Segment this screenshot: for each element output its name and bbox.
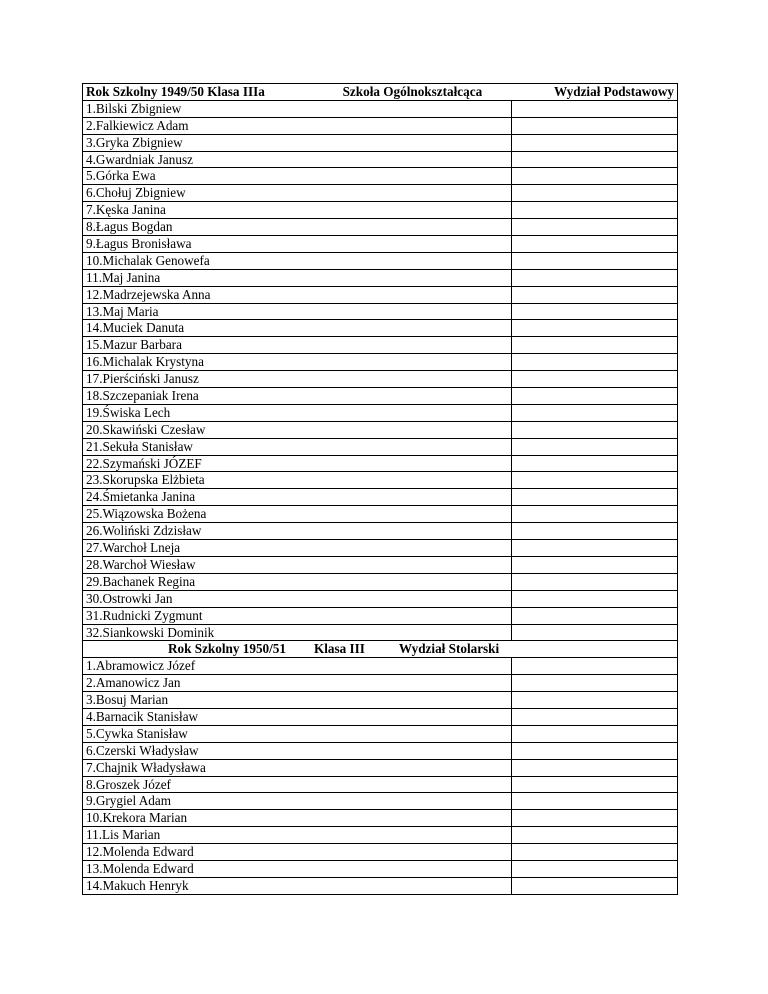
student-mark-cell <box>512 692 678 709</box>
student-row <box>83 658 678 675</box>
student-mark-cell <box>512 523 678 540</box>
student-mark-cell <box>512 844 678 861</box>
student-name: 6.Chołuj Zbigniew <box>83 185 512 202</box>
student-name: 4.Gwardniak Janusz <box>83 151 512 168</box>
student-name: 7.Chajnik Władysława <box>83 759 512 776</box>
student-mark-cell <box>512 810 678 827</box>
student-row <box>83 388 678 405</box>
student-name: 2.Amanowicz Jan <box>83 675 512 692</box>
student-name: 4.Barnacik Stanisław <box>83 708 512 725</box>
student-name: 1.Abramowicz Józef <box>83 658 512 675</box>
student-mark-cell <box>512 658 678 675</box>
student-name: 13.Maj Maria <box>83 303 512 320</box>
student-mark-cell <box>512 388 678 405</box>
student-mark-cell <box>512 725 678 742</box>
student-name: 10.Michalak Genowefa <box>83 252 512 269</box>
student-row <box>83 810 678 827</box>
student-row <box>83 455 678 472</box>
roster-body <box>83 84 678 895</box>
student-row <box>83 134 678 151</box>
student-name: 31.Rudnicki Zygmunt <box>83 607 512 624</box>
student-row <box>83 117 678 134</box>
student-name: 6.Czerski Władysław <box>83 742 512 759</box>
section1-header-row <box>83 84 678 101</box>
student-row <box>83 776 678 793</box>
student-mark-cell <box>512 354 678 371</box>
student-row <box>83 236 678 253</box>
student-name: 24.Śmietanka Janina <box>83 489 512 506</box>
student-row <box>83 844 678 861</box>
student-mark-cell <box>512 860 678 877</box>
student-name: 10.Krekora Marian <box>83 810 512 827</box>
student-row <box>83 523 678 540</box>
student-row <box>83 404 678 421</box>
student-name: 8.Łagus Bogdan <box>83 219 512 236</box>
student-name: 20.Skawiński Czesław <box>83 421 512 438</box>
student-name: 14.Makuch Henryk <box>83 877 512 894</box>
student-row <box>83 725 678 742</box>
student-name: 11.Maj Janina <box>83 269 512 286</box>
student-mark-cell <box>512 556 678 573</box>
student-name: 14.Muciek Danuta <box>83 320 512 337</box>
student-row <box>83 320 678 337</box>
student-row <box>83 624 678 641</box>
student-name: 23.Skorupska Elżbieta <box>83 472 512 489</box>
student-name: 32.Siankowski Dominik <box>83 624 512 641</box>
student-mark-cell <box>512 252 678 269</box>
student-name: 25.Wiązowska Bożena <box>83 506 512 523</box>
section1-header-cell <box>83 84 678 101</box>
section2-class: Klasa III <box>313 641 365 657</box>
section1-school: Szkoła Ogólnokształcąca <box>342 84 483 99</box>
student-mark-cell <box>512 371 678 388</box>
student-name: 26.Woliński Zdzisław <box>83 523 512 540</box>
student-mark-cell <box>512 472 678 489</box>
student-mark-cell <box>512 759 678 776</box>
student-row <box>83 742 678 759</box>
student-name: 8.Groszek Józef <box>83 776 512 793</box>
student-name: 12.Madrzejewska Anna <box>83 286 512 303</box>
student-name: 29.Bachanek Regina <box>83 573 512 590</box>
student-name: 22.Szymański JÓZEF <box>83 455 512 472</box>
student-row <box>83 371 678 388</box>
student-name: 30.Ostrowki Jan <box>83 590 512 607</box>
student-name: 3.Gryka Zbigniew <box>83 134 512 151</box>
student-name: 15.Mazur Barbara <box>83 337 512 354</box>
student-mark-cell <box>512 134 678 151</box>
student-mark-cell <box>512 573 678 590</box>
student-name: 17.Pierściński Janusz <box>83 371 512 388</box>
student-row <box>83 590 678 607</box>
student-mark-cell <box>512 624 678 641</box>
section2-department: Wydział Stolarski <box>398 641 500 657</box>
student-mark-cell <box>512 236 678 253</box>
student-name: 27.Warchoł Lneja <box>83 540 512 557</box>
student-row <box>83 506 678 523</box>
student-mark-cell <box>512 168 678 185</box>
section1-year-class: Rok Szkolny 1949/50 Klasa IIIa <box>86 84 265 99</box>
student-mark-cell <box>512 540 678 557</box>
student-mark-cell <box>512 506 678 523</box>
section1-department: Wydział Podstawowy <box>553 84 674 99</box>
student-name: 5.Górka Ewa <box>83 168 512 185</box>
student-mark-cell <box>512 438 678 455</box>
student-row <box>83 185 678 202</box>
student-row <box>83 692 678 709</box>
student-mark-cell <box>512 337 678 354</box>
student-row <box>83 337 678 354</box>
student-name: 18.Szczepaniak Irena <box>83 388 512 405</box>
student-row <box>83 269 678 286</box>
student-row <box>83 303 678 320</box>
student-mark-cell <box>512 776 678 793</box>
student-row <box>83 202 678 219</box>
student-name: 7.Kęska Janina <box>83 202 512 219</box>
student-mark-cell <box>512 793 678 810</box>
student-mark-cell <box>512 421 678 438</box>
student-mark-cell <box>512 590 678 607</box>
student-row <box>83 556 678 573</box>
section2-header-cell <box>83 641 678 658</box>
student-name: 19.Świska Lech <box>83 404 512 421</box>
student-mark-cell <box>512 489 678 506</box>
student-mark-cell <box>512 100 678 117</box>
student-mark-cell <box>512 202 678 219</box>
student-name: 21.Sekuła Stanisław <box>83 438 512 455</box>
student-row <box>83 438 678 455</box>
student-mark-cell <box>512 675 678 692</box>
student-row <box>83 675 678 692</box>
student-name: 5.Cywka Stanisław <box>83 725 512 742</box>
section2-year: Rok Szkolny 1950/51 <box>168 641 286 657</box>
student-row <box>83 252 678 269</box>
student-mark-cell <box>512 827 678 844</box>
student-mark-cell <box>512 219 678 236</box>
student-row <box>83 860 678 877</box>
student-row <box>83 489 678 506</box>
student-mark-cell <box>512 151 678 168</box>
student-name: 2.Falkiewicz Adam <box>83 117 512 134</box>
section1-header <box>86 84 674 99</box>
student-mark-cell <box>512 117 678 134</box>
student-mark-cell <box>512 404 678 421</box>
student-mark-cell <box>512 185 678 202</box>
student-row <box>83 759 678 776</box>
student-row <box>83 219 678 236</box>
student-row <box>83 354 678 371</box>
student-row <box>83 151 678 168</box>
student-mark-cell <box>512 742 678 759</box>
student-row <box>83 793 678 810</box>
student-row <box>83 472 678 489</box>
student-name: 12.Molenda Edward <box>83 844 512 861</box>
student-mark-cell <box>512 320 678 337</box>
class-roster-table <box>82 83 678 895</box>
section2-header <box>86 641 674 656</box>
student-row <box>83 540 678 557</box>
student-row <box>83 421 678 438</box>
student-mark-cell <box>512 303 678 320</box>
student-name: 9.Grygiel Adam <box>83 793 512 810</box>
student-mark-cell <box>512 877 678 894</box>
student-row <box>83 573 678 590</box>
student-name: 9.Łagus Bronisława <box>83 236 512 253</box>
student-name: 3.Bosuj Marian <box>83 692 512 709</box>
student-name: 28.Warchoł Wiesław <box>83 556 512 573</box>
student-name: 11.Lis Marian <box>83 827 512 844</box>
student-row <box>83 708 678 725</box>
student-mark-cell <box>512 455 678 472</box>
student-name: 13.Molenda Edward <box>83 860 512 877</box>
student-mark-cell <box>512 708 678 725</box>
student-row <box>83 168 678 185</box>
student-name: 1.Bilski Zbigniew <box>83 100 512 117</box>
student-name: 16.Michalak Krystyna <box>83 354 512 371</box>
student-row <box>83 877 678 894</box>
student-row <box>83 286 678 303</box>
student-row <box>83 100 678 117</box>
student-mark-cell <box>512 286 678 303</box>
student-mark-cell <box>512 607 678 624</box>
student-mark-cell <box>512 269 678 286</box>
student-row <box>83 827 678 844</box>
student-row <box>83 607 678 624</box>
section2-header-row <box>83 641 678 658</box>
